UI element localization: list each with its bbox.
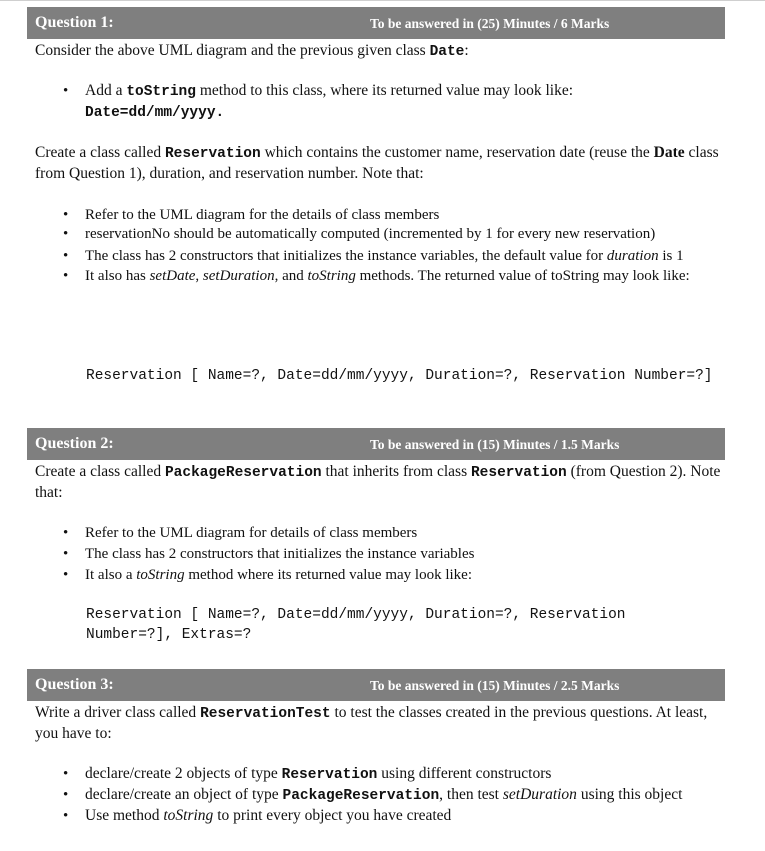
list-item: • declare/create 2 objects of type Reservation using different constructors — [85, 764, 715, 785]
list-item: • Refer to the UML diagram for details of class members — [85, 523, 715, 544]
question-2-title: Question 2: — [35, 435, 114, 452]
list-item: • Use method toString to print every object you have created — [85, 806, 715, 826]
list-item: • reservationNo should be automatically computed (incremented by 1 for every new reservation) — [85, 225, 715, 244]
q3-tasks-list — [85, 764, 715, 826]
list-item: • It also has setDate, setDuration, and toString methods. The returned value of toString may look like: — [85, 266, 715, 286]
list-item: • It also a toString method where its returned value may look like: — [85, 565, 715, 586]
question-3-header — [27, 669, 725, 701]
q1-intro: Consider the above UML diagram and the previous given class Date: — [35, 42, 469, 60]
question-3-title: Question 3: — [35, 676, 114, 693]
question-2-header — [27, 428, 725, 460]
q1-notes-list — [85, 205, 715, 286]
q1-reservation-desc: Create a class called Reservation which contains the customer name, reservation date (reuse the Date class from Question 1), duration, and reservation number. Note that: — [35, 144, 719, 182]
question-1-marks: To be answered in (25) Minutes / 6 Marks — [370, 16, 610, 31]
question-1-title: Question 1: — [35, 14, 114, 31]
q2-code-example: Reservation [ Name=?, Date=dd/mm/yyyy, Duration=?, Reservation Number=?], Extras=? — [86, 607, 635, 643]
list-item: • The class has 2 constructors that initializes the instance variables — [85, 544, 715, 565]
list-item: • Add a toString method to this class, where its returned value may look like: Date=dd/mm/yyyy. — [85, 81, 715, 123]
q1-code-example: Reservation [ Name=?, Date=dd/mm/yyyy, Duration=?, Reservation Number=?] — [86, 368, 713, 384]
list-item: • declare/create an object of type PackageReservation, then test setDuration using this object — [85, 785, 715, 806]
question-3-marks: To be answered in (15) Minutes / 2.5 Marks — [370, 678, 620, 693]
q3-intro: Write a driver class called ReservationTest to test the classes created in the previous questions. At least, you have to: — [35, 704, 708, 742]
q2-notes-list — [85, 523, 715, 586]
q2-intro: Create a class called PackageReservation that inherits from class Reservation (from Question 2). Note that: — [35, 463, 721, 501]
q1-tostring-list — [85, 81, 715, 123]
question-1-header — [27, 7, 725, 39]
question-2-marks: To be answered in (15) Minutes / 1.5 Marks — [370, 437, 620, 452]
list-item: • Refer to the UML diagram for the details of class members — [85, 205, 715, 225]
date-format-example: Date=dd/mm/yyyy. — [85, 105, 225, 121]
list-item: • The class has 2 constructors that initializes the instance variables, the default value for duration is 1 — [85, 246, 715, 266]
top-rule — [0, 0, 765, 1]
